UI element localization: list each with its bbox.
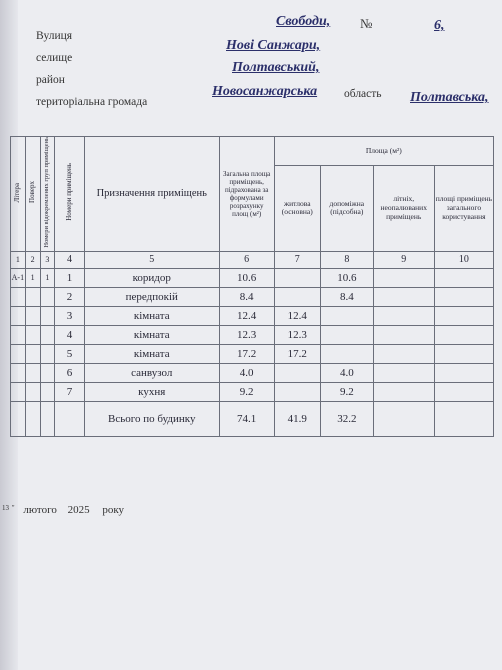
number-label: № — [360, 16, 373, 31]
cell-litera — [11, 325, 26, 344]
cell-num: 7 — [55, 382, 85, 401]
col-header-area-group: Площа (м²) — [274, 137, 493, 166]
cell-total: 4.0 — [219, 363, 274, 382]
document-date — [2, 504, 124, 516]
cell-purpose: коридор — [84, 268, 219, 287]
cell-litera — [11, 306, 26, 325]
date-year-word: року — [102, 504, 125, 516]
cell-living — [274, 287, 320, 306]
total-aux-value: 32.2 — [320, 401, 373, 436]
cell-purpose: кімната — [84, 325, 219, 344]
premises-table — [10, 136, 494, 437]
cell-common — [434, 344, 493, 363]
cell-num: 4 — [55, 325, 85, 344]
cell-floor — [25, 382, 40, 401]
region-value: Полтавська, — [410, 90, 489, 105]
col-header-floor: Поверх — [25, 137, 40, 252]
cell-litera — [11, 344, 26, 363]
col-header-litera: Літера — [11, 137, 26, 252]
col-header-total-area: Загальна площа приміщень, підрахована за формулами розрахунку площ (м²) — [219, 137, 274, 252]
date-day: 13 — [2, 504, 9, 512]
table-row — [11, 344, 494, 363]
cell-floor — [25, 344, 40, 363]
table-row — [11, 325, 494, 344]
cell-total: 17.2 — [219, 344, 274, 363]
table-row — [11, 306, 494, 325]
cell-common — [434, 306, 493, 325]
region-label: область — [344, 88, 382, 100]
table-row — [11, 382, 494, 401]
col-header-auxiliary: допоміжна (підсобна) — [320, 166, 373, 251]
cell-aux: 4.0 — [320, 363, 373, 382]
cell-living — [274, 363, 320, 382]
cell-summer — [373, 287, 434, 306]
table-row — [11, 287, 494, 306]
cell-living — [274, 382, 320, 401]
cell-aux — [320, 344, 373, 363]
cell-aux: 9.2 — [320, 382, 373, 401]
cell-purpose: кімната — [84, 306, 219, 325]
col-header-living: житлова (основна) — [274, 166, 320, 251]
community-label: територіальна громада — [36, 96, 148, 108]
cell-total: 12.4 — [219, 306, 274, 325]
total-living-value: 41.9 — [274, 401, 320, 436]
total-area-value: 74.1 — [219, 401, 274, 436]
cell-num: 6 — [55, 363, 85, 382]
col-header-summer: літніх, неопалюваних приміщень — [373, 166, 434, 251]
table-row — [11, 363, 494, 382]
cell-litera — [11, 287, 26, 306]
settlement-label: селище — [36, 52, 73, 64]
cell-floor: 1 — [25, 268, 40, 287]
cell-litera — [11, 382, 26, 401]
cell-total: 8.4 — [219, 287, 274, 306]
cell-group — [40, 325, 55, 344]
cell-aux: 8.4 — [320, 287, 373, 306]
total-row — [11, 401, 494, 436]
table-row — [11, 268, 494, 287]
street-label: Вулиця — [36, 30, 73, 42]
number-value: 6, — [434, 18, 445, 33]
cell-summer — [373, 268, 434, 287]
total-label: Всього по будинку — [84, 401, 219, 436]
cell-group — [40, 306, 55, 325]
cell-purpose: кімната — [84, 344, 219, 363]
cell-common — [434, 268, 493, 287]
cell-floor — [25, 325, 40, 344]
cell-group: 1 — [40, 268, 55, 287]
cell-aux — [320, 306, 373, 325]
cell-living: 17.2 — [274, 344, 320, 363]
cell-summer — [373, 382, 434, 401]
cell-total: 10.6 — [219, 268, 274, 287]
cell-purpose: передпокій — [84, 287, 219, 306]
date-quote: " — [11, 504, 15, 512]
cell-num: 5 — [55, 344, 85, 363]
cell-summer — [373, 344, 434, 363]
cell-aux — [320, 325, 373, 344]
cell-group — [40, 363, 55, 382]
cell-group — [40, 344, 55, 363]
col-header-room-numbers: Номери приміщень — [55, 137, 85, 252]
cell-group — [40, 287, 55, 306]
cell-total: 12.3 — [219, 325, 274, 344]
cell-summer — [373, 363, 434, 382]
cell-floor — [25, 306, 40, 325]
cell-living: 12.3 — [274, 325, 320, 344]
cell-common — [434, 287, 493, 306]
cell-common — [434, 325, 493, 344]
cell-common — [434, 382, 493, 401]
district-label: район — [36, 74, 65, 86]
district-value: Полтавський, — [232, 60, 320, 75]
cell-purpose: санвузол — [84, 363, 219, 382]
cell-num: 1 — [55, 268, 85, 287]
cell-floor — [25, 287, 40, 306]
settlement-value: Нові Санжари, — [226, 38, 321, 53]
col-header-group-numbers: Номери відокремлених груп приміщень — [40, 137, 55, 252]
cell-aux: 10.6 — [320, 268, 373, 287]
cell-litera — [11, 363, 26, 382]
cell-num: 2 — [55, 287, 85, 306]
cell-common — [434, 363, 493, 382]
community-value: Новосанжарська — [212, 84, 318, 99]
date-year: 2025 — [67, 504, 90, 516]
date-month: лютого — [23, 504, 57, 516]
street-value: Свободи, — [276, 14, 331, 29]
col-header-purpose: Призначення приміщень — [84, 137, 219, 252]
cell-group — [40, 382, 55, 401]
cell-purpose: кухня — [84, 382, 219, 401]
cell-living: 12.4 — [274, 306, 320, 325]
cell-summer — [373, 306, 434, 325]
column-number-row: 1 2 3 4 5 6 7 8 9 10 — [11, 251, 494, 268]
cell-floor — [25, 363, 40, 382]
col-header-common: площі приміщень загального користування — [434, 166, 493, 251]
cell-summer — [373, 325, 434, 344]
cell-total: 9.2 — [219, 382, 274, 401]
cell-num: 3 — [55, 306, 85, 325]
cell-living — [274, 268, 320, 287]
cell-litera: А-1 — [11, 268, 26, 287]
